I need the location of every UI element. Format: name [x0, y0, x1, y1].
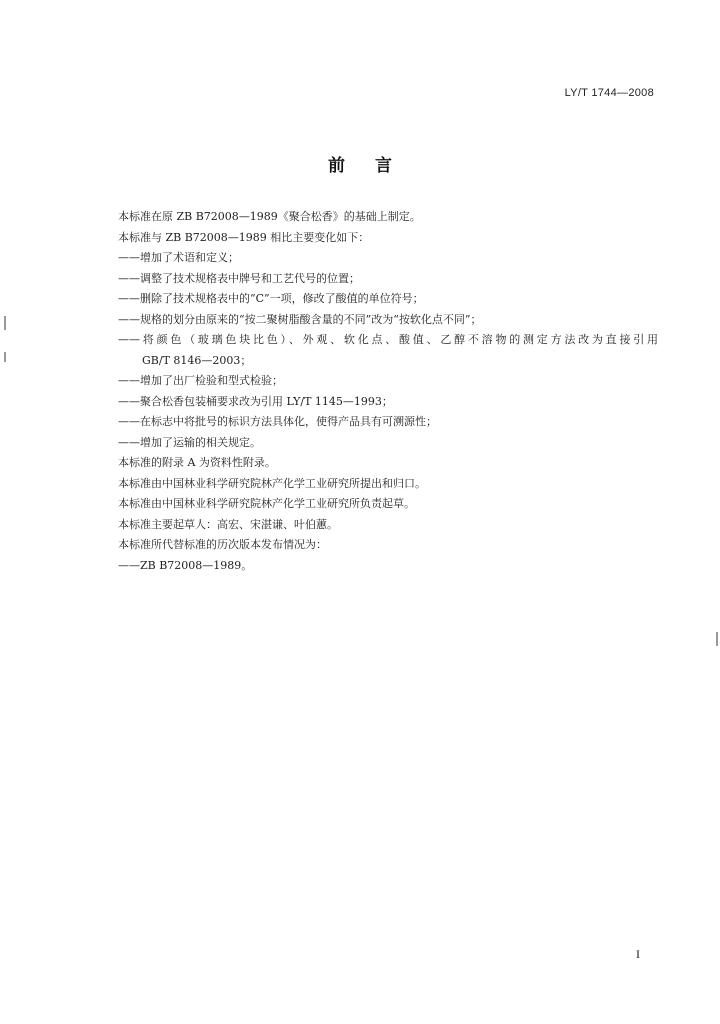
change-item: ——聚合松香包装桶要求改为引用 LY/T 1145—1993；: [118, 394, 393, 408]
scan-edge-mark: [4, 316, 6, 330]
change-item: ——规格的划分由原来的“按二聚树脂酸含量的不同”改为“按软化点不同”；: [118, 312, 482, 326]
paragraph-appendix: 本标准的附录 A 为资料性附录。: [118, 456, 276, 469]
paragraph-basis: 本标准在原 ZB B72008—1989《聚合松香》的基础上制定。: [118, 210, 421, 223]
history-item: ——ZB B72008—1989。: [118, 558, 253, 572]
page-title: 前言: [328, 156, 422, 176]
paragraph-drafters: 本标准主要起草人：高宏、宋湛谦、叶伯蕙。: [118, 517, 338, 531]
change-item: ——增加了术语和定义；: [118, 251, 239, 264]
paragraph-changes-intro: 本标准与 ZB B72008—1989 相比主要变化如下：: [118, 230, 370, 244]
paragraph-drafter-org: 本标准由中国林业科学研究院林产化学工业研究所负责起草。: [118, 497, 415, 510]
page-number: I: [636, 947, 640, 961]
paragraph-history-intro: 本标准所代替标准的历次版本发布情况为：: [118, 538, 327, 551]
change-item: ——调整了技术规格表中牌号和工艺代号的位置；: [118, 271, 360, 285]
change-item-continuation: GB/T 8146—2003；: [142, 353, 252, 367]
change-item: ——删除了技术规格表中的“C”一项，修改了酸值的单位符号；: [118, 292, 424, 305]
paragraph-proposer: 本标准由中国林业科学研究院林产化学工业研究所提出和归口。: [118, 476, 426, 490]
foreword-body: [118, 207, 658, 576]
scan-edge-mark: [4, 352, 6, 362]
change-item: ——增加了运输的相关规定。: [118, 435, 261, 449]
change-item: ——将颜色（玻璃色块比色）、外观、软化点、酸值、乙醇不溶物的测定方法改为直接引用: [118, 333, 658, 346]
standard-code: LY/T 1744—2008: [564, 87, 654, 99]
scan-edge-mark: [716, 632, 718, 646]
change-item: ——增加了出厂检验和型式检验；: [118, 374, 283, 387]
change-item: ——在标志中将批号的标识方法具体化，使得产品具有可溯源性；: [118, 415, 437, 428]
